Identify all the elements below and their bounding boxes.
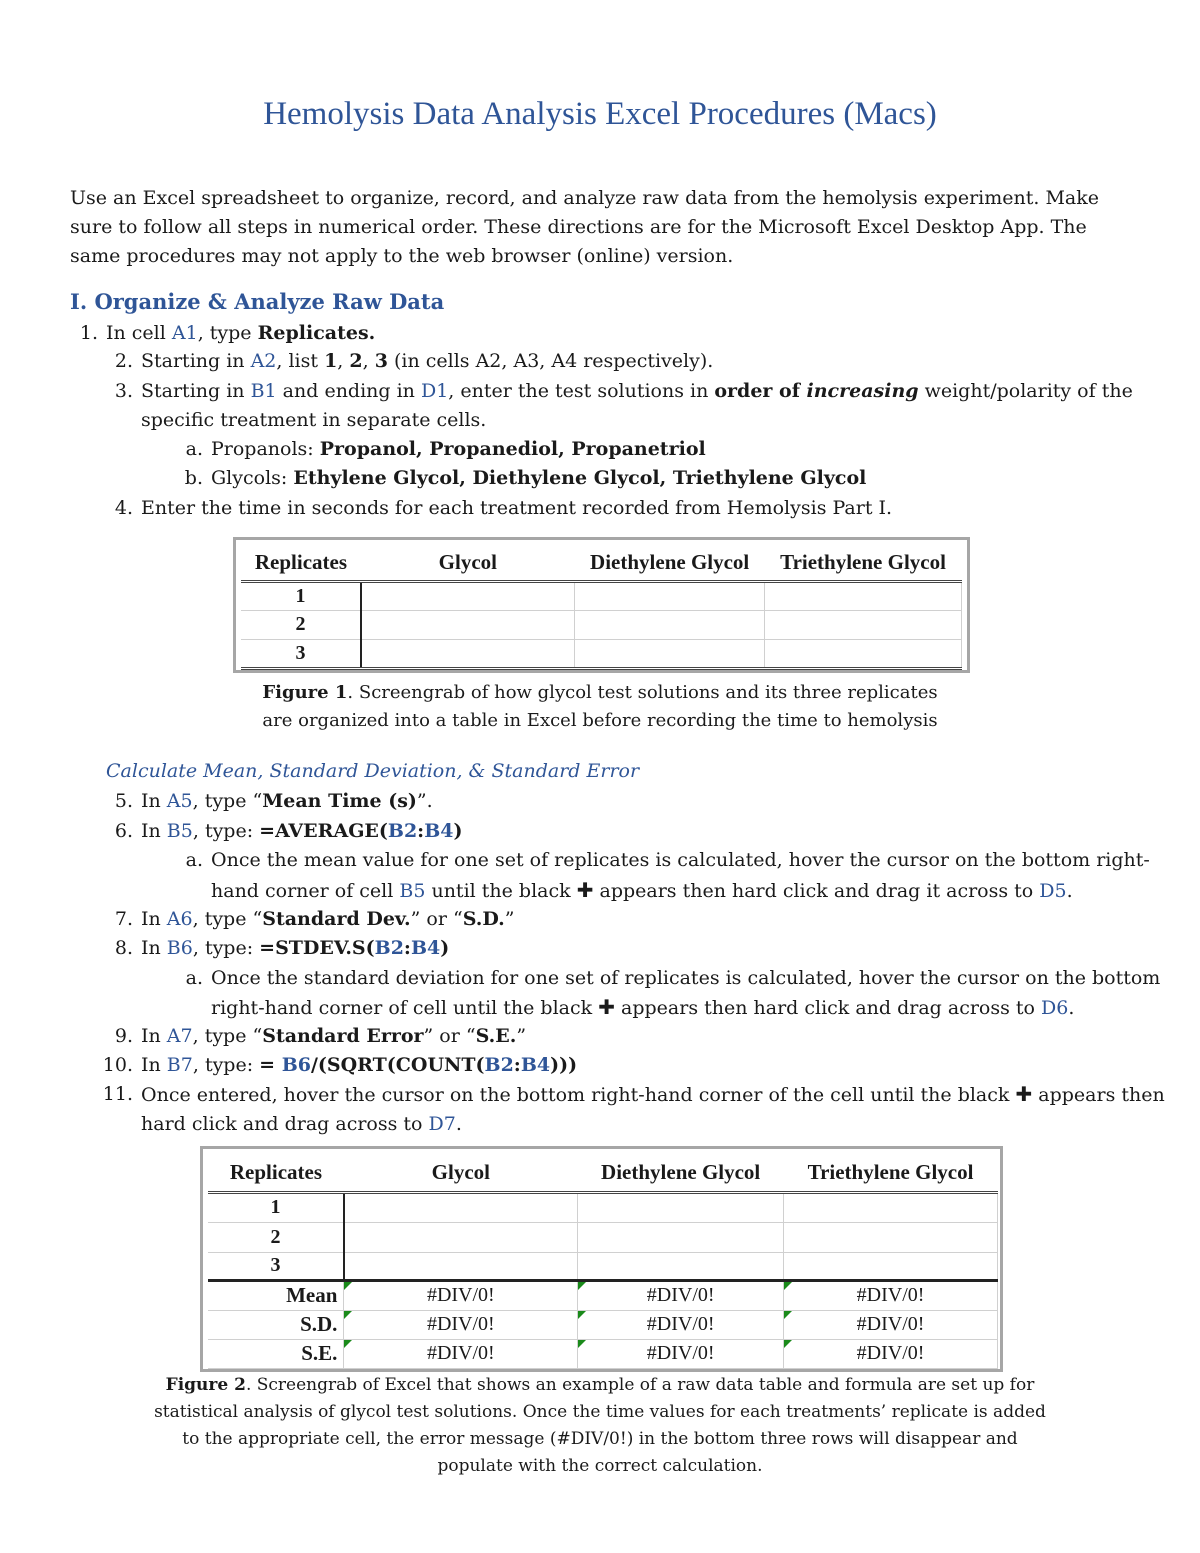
data-cell xyxy=(575,610,765,639)
step-text: hard click and drag across to xyxy=(141,1113,429,1135)
step-text: Once entered, hover the cursor on the bottom right-hand corner of the cell until the black xyxy=(141,1084,1016,1106)
step-text: In xyxy=(141,937,167,959)
header-glycol: Glycol xyxy=(344,1154,578,1192)
formula-indicator-icon xyxy=(784,1311,792,1319)
stat-label: S.E. xyxy=(208,1339,344,1368)
step-text: , type “ xyxy=(192,908,263,930)
section-heading-organize: I. Organize & Analyze Raw Data xyxy=(70,289,445,314)
data-cell xyxy=(784,1252,998,1280)
step-3 xyxy=(114,377,1133,406)
step-number: 10. xyxy=(102,1054,133,1076)
figure-2-table xyxy=(208,1154,998,1369)
error-cell xyxy=(578,1280,784,1310)
data-cell xyxy=(344,1252,578,1280)
error-value: #DIV/0! xyxy=(856,1313,925,1335)
data-cell xyxy=(578,1252,784,1280)
formula-text: ) xyxy=(440,937,450,959)
step-text: In xyxy=(141,908,167,930)
caption-label: Figure 1 xyxy=(262,682,348,703)
error-value: #DIV/0! xyxy=(856,1342,925,1364)
data-cell xyxy=(575,639,765,668)
step-text: In cell xyxy=(106,322,172,344)
bold-text: 3 xyxy=(374,350,388,372)
caption-text: statistical analysis of glycol test solutions. Once the time values for each treatments’ replicate is added xyxy=(154,1402,1046,1422)
error-cell xyxy=(578,1310,784,1339)
step-number: 11. xyxy=(102,1083,133,1105)
step-7 xyxy=(114,905,515,934)
step-text: In xyxy=(141,820,167,842)
error-cell xyxy=(344,1339,578,1368)
bold-text: Standard Error xyxy=(262,1025,424,1047)
formula-text: : xyxy=(417,820,425,842)
step-number: 9. xyxy=(114,1025,133,1047)
bold-text: 1 xyxy=(324,350,338,372)
step-text: , type “ xyxy=(192,790,263,812)
caption-text: are organized into a table in Excel before recording the time to hemolysis xyxy=(262,710,938,731)
data-cell xyxy=(361,581,575,610)
step-text: Starting in xyxy=(141,350,251,372)
cell-ref: D5 xyxy=(1039,880,1067,902)
stat-label: S.D. xyxy=(208,1310,344,1339)
cell-ref: A6 xyxy=(166,908,193,930)
caption-text: to the appropriate cell, the error message (#DIV/0!) in the bottom three rows will disappear and xyxy=(182,1429,1018,1449)
formula-text: = xyxy=(259,1054,282,1076)
step-text: (in cells A2, A3, A4 respectively). xyxy=(387,350,714,372)
header-diethylene-glycol: Diethylene Glycol xyxy=(575,545,765,581)
step-text: , type: xyxy=(192,820,260,842)
cell-ref: B2 xyxy=(374,937,404,959)
data-cell xyxy=(784,1192,998,1222)
cell-ref: A2 xyxy=(250,350,277,372)
data-cell xyxy=(361,610,575,639)
formula-indicator-icon xyxy=(784,1282,792,1290)
bold-text: Ethylene Glycol, Diethylene Glycol, Triethylene Glycol xyxy=(293,467,867,489)
figure-1-table xyxy=(241,545,962,670)
step-number: a. xyxy=(185,967,203,989)
error-value: #DIV/0! xyxy=(856,1284,925,1306)
data-cell xyxy=(578,1192,784,1222)
step-4 xyxy=(114,494,893,523)
bold-italic-text: increasing xyxy=(806,380,919,402)
formula-indicator-icon xyxy=(344,1311,352,1319)
step-text: hand corner of cell xyxy=(211,880,400,902)
figure-1-table-frame xyxy=(233,537,970,673)
figure-2-caption xyxy=(100,1372,1100,1480)
error-cell xyxy=(784,1280,998,1310)
replicate-cell: 2 xyxy=(241,610,361,639)
cell-ref: B4 xyxy=(520,1054,551,1076)
data-cell xyxy=(765,639,962,668)
header-replicates: Replicates xyxy=(241,545,361,581)
formula-text: ) xyxy=(453,820,463,842)
replicate-cell: 3 xyxy=(241,639,361,668)
caption-label: Figure 2 xyxy=(165,1375,246,1395)
step-text: . xyxy=(1068,997,1075,1019)
cell-ref: B6 xyxy=(166,937,193,959)
stat-row-sd xyxy=(208,1310,998,1339)
formula-indicator-icon xyxy=(344,1340,352,1348)
step-10 xyxy=(102,1051,578,1080)
step-number: a. xyxy=(185,438,203,460)
cell-ref: D1 xyxy=(420,380,449,402)
step-text: Enter the time in seconds for each treatment recorded from Hemolysis Part I. xyxy=(141,497,893,519)
cell-ref: B5 xyxy=(399,880,426,902)
cell-ref: B4 xyxy=(424,820,454,842)
step-number: b. xyxy=(184,467,203,489)
step-number: a. xyxy=(185,849,203,871)
step-3a xyxy=(185,435,706,464)
step-text: Once the standard deviation for one set of replicates is calculated, hover the cursor on the bottom xyxy=(211,967,1161,989)
step-text: , type: xyxy=(192,937,260,959)
step-text: ” or “ xyxy=(423,1025,476,1047)
data-cell xyxy=(578,1222,784,1252)
formula-text: /(SQRT(COUNT( xyxy=(310,1054,485,1076)
bold-text: Mean Time (s) xyxy=(262,790,417,812)
stat-label: Mean xyxy=(208,1280,344,1310)
cell-ref: B2 xyxy=(387,820,418,842)
error-cell xyxy=(344,1280,578,1310)
bold-text: 2 xyxy=(349,350,363,372)
step-text: weight/polarity of the xyxy=(918,380,1133,402)
step-number: 7. xyxy=(114,908,133,930)
header-triethylene-glycol: Triethylene Glycol xyxy=(784,1154,998,1192)
page-title: Hemolysis Data Analysis Excel Procedures (Macs) xyxy=(263,96,937,132)
step-number: 2. xyxy=(114,350,133,372)
step-text: Glycols: xyxy=(211,467,294,489)
step-6 xyxy=(114,817,463,846)
step-text: Starting in xyxy=(141,380,251,402)
plus-cursor-icon: ✚ xyxy=(598,995,615,1019)
bold-text: Replicates. xyxy=(257,322,376,344)
error-value: #DIV/0! xyxy=(426,1313,495,1335)
step-text: Propanols: xyxy=(211,438,320,460)
formula-indicator-icon xyxy=(578,1311,586,1319)
step-text: ”. xyxy=(416,790,433,812)
section-heading-calculate: Calculate Mean, Standard Deviation, & Standard Error xyxy=(106,760,640,782)
formula-text: : xyxy=(513,1054,521,1076)
formula-text: =STDEV.S( xyxy=(259,937,375,959)
step-5 xyxy=(114,787,433,816)
step-6a-line2 xyxy=(211,876,1073,906)
cell-ref: D7 xyxy=(428,1113,456,1135)
intro-paragraph: Use an Excel spreadsheet to organize, record, and analyze raw data from the hemolysis experiment. Make sure to follow all steps in numerical order. These directions are for the Microsoft Excel Desktop App. The same procedures may not apply to the web browser (online) version. xyxy=(70,187,1099,267)
step-text: Once the mean value for one set of replicates is calculated, hover the cursor on the bottom right- xyxy=(211,849,1150,871)
step-number: 8. xyxy=(114,937,133,959)
cell-ref: B6 xyxy=(281,1054,311,1076)
stat-row-mean xyxy=(208,1280,998,1310)
step-3b xyxy=(184,464,867,493)
header-diethylene-glycol: Diethylene Glycol xyxy=(578,1154,784,1192)
bold-text: Propanol, Propanediol, Propanetriol xyxy=(319,438,706,460)
replicate-cell: 2 xyxy=(208,1222,344,1252)
step-8 xyxy=(114,934,450,963)
plus-cursor-icon: ✚ xyxy=(576,878,594,902)
replicate-cell: 1 xyxy=(241,581,361,610)
step-text: appears then xyxy=(1032,1084,1165,1106)
step-text: In xyxy=(141,1025,167,1047)
formula-text: : xyxy=(403,937,411,959)
caption-text: . Screengrab of Excel that shows an example of a raw data table and formula are set up for xyxy=(245,1375,1035,1395)
step-text: , xyxy=(362,350,375,372)
cell-ref: B2 xyxy=(484,1054,514,1076)
step-text: ” xyxy=(504,908,515,930)
step-text: , type: xyxy=(192,1054,260,1076)
figure-1-caption xyxy=(200,679,1000,735)
cell-ref: B7 xyxy=(166,1054,193,1076)
error-cell xyxy=(578,1339,784,1368)
step-6a xyxy=(185,846,1150,875)
data-cell xyxy=(344,1192,578,1222)
error-cell xyxy=(784,1310,998,1339)
header-glycol: Glycol xyxy=(361,545,575,581)
data-cell xyxy=(575,581,765,610)
data-cell xyxy=(344,1222,578,1252)
error-cell xyxy=(784,1339,998,1368)
step-text: . xyxy=(1066,880,1073,902)
step-text: , type xyxy=(197,322,258,344)
formula-text: ))) xyxy=(550,1054,578,1076)
figure-2-table-frame xyxy=(200,1146,1003,1372)
step-3-line2: specific treatment in separate cells. xyxy=(141,409,487,431)
step-9 xyxy=(114,1022,527,1051)
step-text: ” or “ xyxy=(410,908,463,930)
replicate-cell: 1 xyxy=(208,1192,344,1222)
data-cell xyxy=(784,1222,998,1252)
formula-text: =AVERAGE( xyxy=(259,820,388,842)
step-text: In xyxy=(141,1054,167,1076)
step-text: , list xyxy=(276,350,325,372)
step-text: ” xyxy=(516,1025,527,1047)
bold-text: S.D. xyxy=(462,908,505,930)
step-text: . xyxy=(455,1113,462,1135)
plus-cursor-icon: ✚ xyxy=(1015,1082,1033,1106)
error-value: #DIV/0! xyxy=(646,1342,715,1364)
step-number: 3. xyxy=(114,380,133,402)
formula-indicator-icon xyxy=(784,1340,792,1348)
step-text: In xyxy=(141,790,167,812)
step-11-line2 xyxy=(141,1110,462,1139)
formula-indicator-icon xyxy=(578,1282,586,1290)
error-value: #DIV/0! xyxy=(646,1284,715,1306)
cell-ref: A7 xyxy=(166,1025,193,1047)
step-text: , xyxy=(337,350,350,372)
error-value: #DIV/0! xyxy=(426,1284,495,1306)
step-number: 5. xyxy=(114,790,133,812)
cell-ref: B5 xyxy=(166,820,193,842)
step-text: , enter the test solutions in xyxy=(448,380,715,402)
cell-ref: D6 xyxy=(1041,997,1069,1019)
step-text: appears then hard click and drag it across to xyxy=(593,880,1040,902)
bold-text: S.E. xyxy=(475,1025,517,1047)
stat-row-se xyxy=(208,1339,998,1368)
cell-ref: B1 xyxy=(250,380,277,402)
caption-text: . Screengrab of how glycol test solutions and its three replicates xyxy=(347,682,938,703)
step-text: and ending in xyxy=(276,380,421,402)
cell-ref: B4 xyxy=(410,937,441,959)
data-cell xyxy=(765,610,962,639)
caption-text: populate with the correct calculation. xyxy=(437,1456,763,1476)
step-1 xyxy=(79,319,376,348)
error-value: #DIV/0! xyxy=(646,1313,715,1335)
step-2 xyxy=(114,347,714,376)
formula-indicator-icon xyxy=(578,1340,586,1348)
error-cell xyxy=(344,1310,578,1339)
data-cell xyxy=(361,639,575,668)
replicate-cell: 3 xyxy=(208,1252,344,1280)
step-text: until the black xyxy=(425,880,577,902)
cell-ref: A1 xyxy=(171,322,198,344)
step-text: right-hand corner of cell until the black xyxy=(211,997,599,1019)
step-number: 1. xyxy=(79,322,98,344)
header-replicates: Replicates xyxy=(208,1154,344,1192)
step-11 xyxy=(102,1080,1165,1110)
step-text: , type “ xyxy=(192,1025,263,1047)
bold-text: order of xyxy=(714,380,807,402)
error-value: #DIV/0! xyxy=(426,1342,495,1364)
step-text: appears then hard click and drag across to xyxy=(614,997,1042,1019)
step-number: 6. xyxy=(114,820,133,842)
step-number: 4. xyxy=(114,497,133,519)
step-8a xyxy=(185,964,1161,993)
step-8a-line2 xyxy=(211,993,1074,1023)
formula-indicator-icon xyxy=(344,1282,352,1290)
bold-text: Standard Dev. xyxy=(262,908,411,930)
cell-ref: A5 xyxy=(166,790,193,812)
data-cell xyxy=(765,581,962,610)
header-triethylene-glycol: Triethylene Glycol xyxy=(765,545,962,581)
